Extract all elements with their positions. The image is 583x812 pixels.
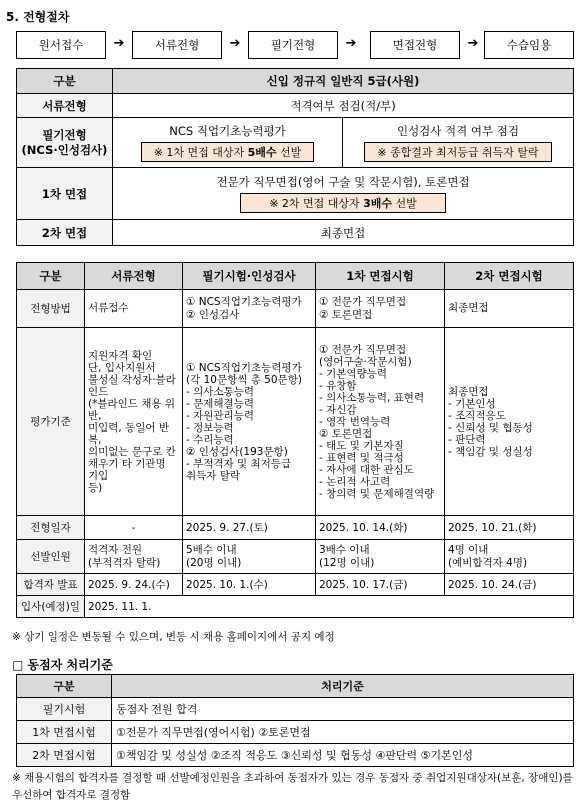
row-label-announce: 합격자 발표 <box>17 574 85 596</box>
tie-row-value: 동점자 전원 합격 <box>112 698 574 721</box>
written-aptitude-text: 인성검사 적격 여부 점검 <box>396 124 520 138</box>
row-label-dates: 전형일자 <box>17 516 85 540</box>
selection-interview1: 3배수 이내 (12명 이내) <box>316 540 445 574</box>
table2-header-document: 서류전형 <box>85 263 183 290</box>
row-label-interview2: 2차 면접 <box>17 220 113 246</box>
tie-row-label: 2차 면접시험 <box>17 744 112 767</box>
criteria-document: 지원자격 확인 단, 입사지원서 불성실 작성자·블라인드 (*블라인드 채용 위반, 미입력, 동일어 반복, 의미없는 문구로 칸 채우기 타 기관명 기입 등) <box>85 328 183 516</box>
criteria-interview1: ① 전문가 직무면접 (영어구술·작문시험) - 기본역량능력 - 유창함 - 의사소통능력, 표현력 - 자신감 - 영작 번역능력 ② 토론면접 - 태도 및 기본자질 - 표현력 및 적극성 - 자사에 대한 관심도 - 논리적 사고력 - 창의력 및 문제해결역량 <box>316 328 445 516</box>
written-ncs-cell <box>113 118 343 168</box>
table1-header-category: 구분 <box>17 69 113 94</box>
announce-interview2: 2025. 10. 24.(금) <box>445 574 574 596</box>
tie-row-value: ①책임감 및 성실성 ②조직 적응도 ③신뢰성 및 협동성 ④판단력 ⑤기본인성 <box>112 744 574 767</box>
selection-written: 5배수 이내 (20명 이내) <box>183 540 316 574</box>
flow-step-probation: 수습임용 <box>484 31 574 59</box>
method-document: 서류접수 <box>85 290 183 328</box>
row-label-document: 서류전형 <box>17 94 113 118</box>
selection-document: 적격자 전원 (부적격자 탈락) <box>85 540 183 574</box>
row-label-selection: 선발인원 <box>17 540 85 574</box>
tie-row-label: 1차 면접시험 <box>17 721 112 744</box>
interview1-text: 전문가 직무면접(영어 구술 및 작문시험), 토론면접 <box>216 175 470 189</box>
method-interview1: ① 전문가 직무면접 ② 토론면접 <box>316 290 445 328</box>
date-interview1: 2025. 10. 14.(화) <box>316 516 445 540</box>
tie-remark: ※ 채용시험의 합격자를 결정할 때 선발예정인원을 초과하여 동점자가 있는 경우 동점자 중 취업지원대상자(보훈, 장애인)를 우선하여 합격자로 결정함 <box>12 772 573 801</box>
method-written: ① NCS직업기초능력평가 ② 인성검사 <box>183 290 316 328</box>
tie-break-table <box>16 674 574 767</box>
interview1-cell <box>113 168 574 220</box>
date-document: - <box>85 516 183 540</box>
flow-step-apply: 원서접수 <box>16 31 106 59</box>
interview2-text: 최종면접 <box>113 220 574 246</box>
announce-written: 2025. 10. 1.(수) <box>183 574 316 596</box>
document-criteria: 적격여부 점검(적/부) <box>113 94 574 118</box>
arrow-right-icon: ➔ <box>345 36 357 51</box>
written-ncs-note: ※ 1차 면접 대상자 5배수 선발 <box>141 142 315 162</box>
selection-interview2: 4명 이내 (예비합격자 4명) <box>445 540 574 574</box>
written-aptitude-note: ※ 종합결과 최저등급 취득자 탈락 <box>364 142 551 162</box>
flow-step-written: 필기전형 <box>248 31 338 59</box>
section-title: 5. 전형절차 <box>6 10 70 24</box>
date-interview2: 2025. 10. 21.(화) <box>445 516 574 540</box>
tie-row-label: 필기시험 <box>17 698 112 721</box>
table2-header-interview1: 1차 면접시험 <box>316 263 445 290</box>
announce-interview1: 2025. 10. 17.(금) <box>316 574 445 596</box>
row-label-method: 전형방법 <box>17 290 85 328</box>
join-date: 2025. 11. 1. <box>85 596 574 618</box>
table1-header-position: 신입 정규직 일반직 5급(사원) <box>113 69 574 94</box>
schedule-table <box>16 262 574 618</box>
tie-row-value: ①전문가 직무면접(영어시험) ②토론면접 <box>112 721 574 744</box>
selection-overview-table <box>16 68 574 246</box>
written-ncs-text: NCS 직업기초능력평가 <box>169 124 286 138</box>
arrow-right-icon: ➔ <box>113 36 125 51</box>
criteria-written: ① NCS직업기초능력평가 (각 10문항씩 총 50문항) - 의사소통능력 - 문제해결능력 - 자원관리능력 - 정보능력 - 수리능력 ② 인성검사(193문항) - 부적격자 및 최저등급 취득자 탈락 <box>183 328 316 516</box>
flow-step-document: 서류전형 <box>132 31 222 59</box>
tie-header-criteria: 처리기준 <box>112 675 574 698</box>
method-interview2: 최종면접 <box>445 290 574 328</box>
announce-document: 2025. 9. 24.(수) <box>85 574 183 596</box>
row-label-written: 필기전형 (NCS·인성검사) <box>17 118 113 168</box>
table2-header-category: 구분 <box>17 263 85 290</box>
criteria-interview2: 최종면접 - 기본인성 - 조직적응도 - 신뢰성 및 협동성 - 판단력 - 책임감 및 성실성 <box>445 328 574 516</box>
tie-section-title: □ 동점자 처리기준 <box>12 658 113 672</box>
schedule-remark: ※ 상기 일정은 변동될 수 있으며, 변동 시 채용 홈페이지에서 공지 예정 <box>12 631 335 643</box>
tie-header-category: 구분 <box>17 675 112 698</box>
arrow-right-icon: ➔ <box>467 36 479 51</box>
written-aptitude-cell <box>343 118 574 168</box>
date-written: 2025. 9. 27.(토) <box>183 516 316 540</box>
row-label-criteria: 평가기준 <box>17 328 85 516</box>
table2-header-written: 필기시험·인성검사 <box>183 263 316 290</box>
process-flow <box>16 31 573 59</box>
interview1-note: ※ 2차 면접 대상자 3배수 선발 <box>240 193 446 213</box>
flow-step-interview: 면접전형 <box>370 31 460 59</box>
arrow-right-icon: ➔ <box>229 36 241 51</box>
row-label-join: 입사(예정)일 <box>17 596 85 618</box>
row-label-interview1: 1차 면접 <box>17 168 113 220</box>
table2-header-interview2: 2차 면접시험 <box>445 263 574 290</box>
